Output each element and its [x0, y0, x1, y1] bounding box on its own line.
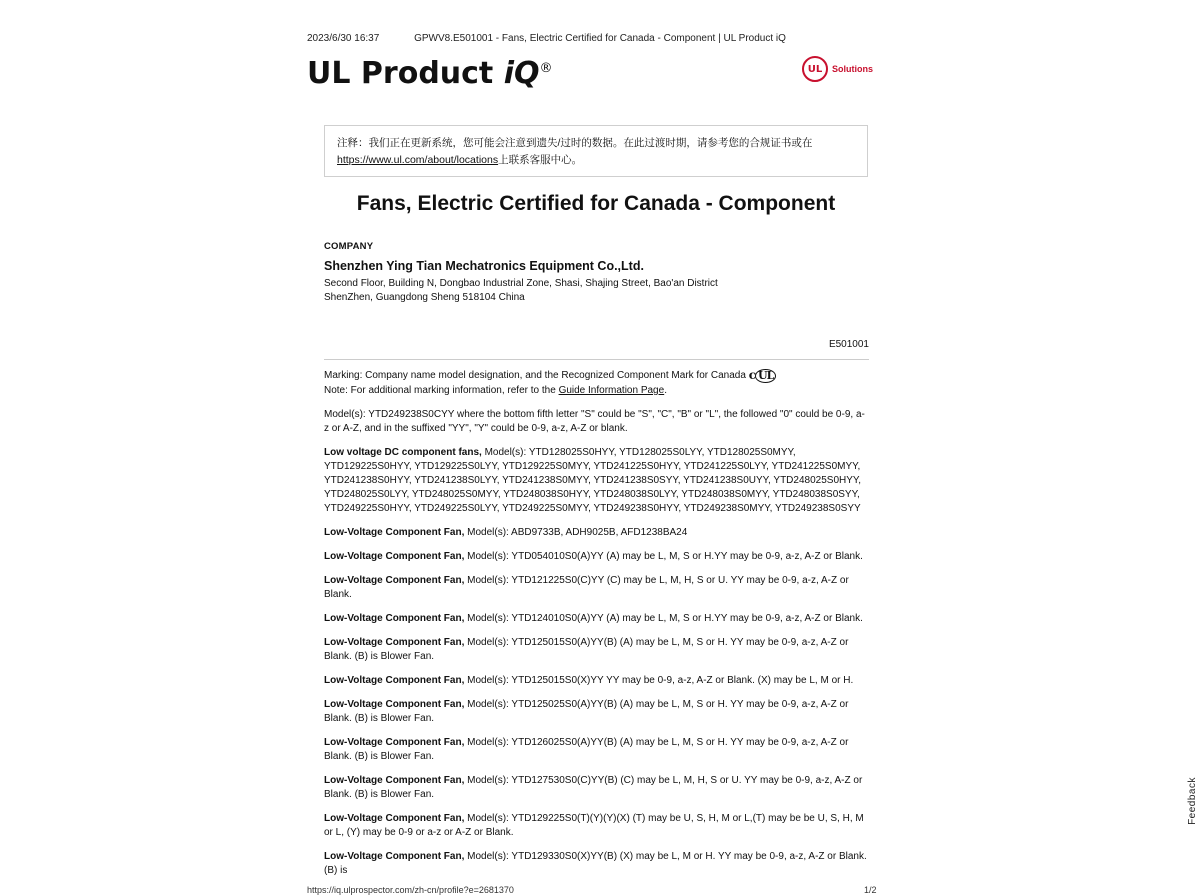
- notice-text-after: 上联系客服中心。: [498, 154, 583, 166]
- company-address-line-1: Second Floor, Building N, Dongbao Industrial Zone, Shasi, Shajing Street, Bao'an District: [324, 278, 718, 289]
- ul-solutions-label: Solutions: [832, 64, 873, 74]
- paragraph-bold-lead: Low-Voltage Component Fan,: [324, 851, 465, 862]
- print-date: 2023/6/30 16:37: [307, 33, 380, 44]
- notice-text-before: 注释：我们正在更新系统，您可能会注意到遗失/过时的数据。在此过渡时期，请参考您的合规证书或在: [337, 137, 813, 149]
- paragraph-bold-lead: Low-Voltage Component Fan,: [324, 737, 465, 748]
- paragraph-low-voltage-component-fan-11: [324, 850, 869, 878]
- paragraph-low-voltage-dc-component-fans: [324, 446, 869, 516]
- paragraph-text: Model(s): YTD124010S0(A)YY (A) may be L, M, S or H.YY may be 0-9, a-z, A-Z or Blank.: [464, 613, 863, 624]
- paragraph-low-voltage-component-fan-1: [324, 526, 869, 540]
- paragraph-text: Model(s): YTD126025S0(A)YY(B) (A) may be L, M, S or H. YY may be 0-9, a-z, A-Z or Blank. (B) is Blower Fan.: [324, 737, 849, 762]
- company-name: Shenzhen Ying Tian Mechatronics Equipment Co.,Ltd.: [324, 259, 644, 273]
- paragraph-low-voltage-component-fan-6: [324, 674, 869, 688]
- logo-iq-text: iQ: [503, 56, 540, 91]
- paragraph-bold-lead: Low-Voltage Component Fan,: [324, 527, 465, 538]
- paragraph-bold-lead: Low-Voltage Component Fan,: [324, 675, 465, 686]
- paragraph-text: Model(s): YTD121225S0(C)YY (C) may be L, M, H, S or U. YY may be 0-9, a-z, A-Z or Blank.: [324, 575, 849, 600]
- brand-row: [307, 52, 873, 94]
- ul-product-iq-logo: [307, 52, 873, 91]
- ul-solutions-logo: [802, 56, 873, 82]
- paragraph-bold-lead: Low-Voltage Component Fan,: [324, 575, 465, 586]
- paragraph-text: Model(s): YTD249238S0CYY where the bottom fifth letter "S" could be "S", "C", "B" or "L", the followed "0" could be 0-9, a-z or A-Z, and in the suffixed "YY", "Y" could be 0-9, a-z, A-Z or blank.: [324, 409, 865, 434]
- paragraph-bold-lead: Low-Voltage Component Fan,: [324, 699, 465, 710]
- paragraph-low-voltage-component-fan-9: [324, 774, 869, 802]
- paragraph-low-voltage-component-fan-7: [324, 698, 869, 726]
- marking-line-2: [324, 383, 869, 398]
- feedback-tab[interactable]: [1184, 762, 1200, 840]
- paragraph-text: Model(s): YTD129225S0(T)(Y)(Y)(X) (T) may be U, S, H, M or L,(T) may be be U, S, H, M or L, (Y) may be 0-9 or a-z or A-Z or Blank.: [324, 813, 864, 838]
- paragraph-model-note: [324, 408, 869, 436]
- paragraph-bold-lead: Low-Voltage Component Fan,: [324, 775, 465, 786]
- note-text-prefix: Note: For additional marking information, refer to the: [324, 385, 559, 396]
- system-update-notice: [324, 125, 868, 177]
- divider: [324, 359, 869, 360]
- paragraph-bold-lead: Low-Voltage Component Fan,: [324, 637, 465, 648]
- c-ul-recognized-component-mark-icon: c UL: [749, 368, 777, 383]
- company-address-line-2: ShenZhen, Guangdong Sheng 518104 China: [324, 291, 525, 303]
- paragraph-text: Model(s): YTD129330S0(X)YY(B) (X) may be L, M or H. YY may be 0-9, a-z, A-Z or Blank. (B) is: [324, 851, 867, 876]
- logo-registered-mark: ®: [539, 61, 553, 76]
- logo-main-text: UL Product: [307, 56, 504, 91]
- marking-text: Marking: Company name model designation, and the Recognized Component Mark for Canada: [324, 370, 746, 381]
- note-text-suffix: .: [664, 385, 667, 396]
- print-title: GPWV8.E501001 - Fans, Electric Certified for Canada - Component | UL Product iQ: [414, 33, 786, 44]
- locations-link[interactable]: https://www.ul.com/about/locations: [337, 154, 499, 166]
- paragraph-text: Model(s): YTD127530S0(C)YY(B) (C) may be L, M, H, S or U. YY may be 0-9, a-z, A-Z or Blank. (B) is Blower Fan.: [324, 775, 863, 800]
- guide-information-page-link[interactable]: Guide Information Page: [558, 385, 665, 396]
- ul-circle-icon: UL: [802, 56, 828, 82]
- feedback-tab-label: Feedback: [1186, 777, 1198, 825]
- paragraph-text: Model(s): YTD125025S0(A)YY(B) (A) may be L, M, S or H. YY may be 0-9, a-z, A-Z or Blank. (B) is Blower Fan.: [324, 699, 849, 724]
- paragraph-bold-lead: Low-Voltage Component Fan,: [324, 613, 465, 624]
- file-number: E501001: [828, 339, 869, 350]
- paragraph-bold-lead: Low-Voltage Component Fan,: [324, 813, 465, 824]
- page-title: Fans, Electric Certified for Canada - Component: [356, 192, 836, 215]
- paragraph-low-voltage-component-fan-10: [324, 812, 869, 840]
- paragraph-low-voltage-component-fan-3: [324, 574, 869, 602]
- paragraph-text: Model(s): YTD125015S0(X)YY YY may be 0-9, a-z, A-Z or Blank. (X) may be L, M or H.: [464, 675, 854, 686]
- paragraph-text: Model(s): ABD9733B, ADH9025B, AFD1238BA24: [464, 527, 688, 538]
- paragraph-text: Model(s): YTD125015S0(A)YY(B) (A) may be L, M, S or H. YY may be 0-9, a-z, A-Z or Blank. (B) is Blower Fan.: [324, 637, 849, 662]
- company-section-label: COMPANY: [324, 241, 374, 252]
- paragraph-low-voltage-component-fan-8: [324, 736, 869, 764]
- paragraph-text: Model(s): YTD054010S0(A)YY (A) may be L, M, S or H.YY may be 0-9, a-z, A-Z or Blank.: [464, 551, 863, 562]
- paragraph-bold-lead: Low voltage DC component fans,: [324, 447, 482, 458]
- paragraph-bold-lead: Low-Voltage Component Fan,: [324, 551, 465, 562]
- paragraph-low-voltage-component-fan-5: [324, 636, 869, 664]
- document-body: [324, 240, 869, 878]
- paragraph-low-voltage-component-fan-2: [324, 550, 869, 564]
- paragraph-text: Model(s): YTD128025S0HYY, YTD128025S0LYY, YTD128025S0MYY, YTD129225S0HYY, YTD129225S0LYY, YTD129225S0MYY, YTD241225S0HYY, YTD241225S0LYY, YTD241225S0MYY, YTD241238S0HYY, YTD241238S0LYY, YTD241238S0MYY, YTD241238S0SYY, YTD241238S0UYY, YTD248025S0HYY, YTD248025S0LYY, YTD248025S0MYY, YTD248038S0HYY, YTD248038S0LYY, YTD248038S0MYY, YTD248038S0SYY, YTD249225S0HYY, YTD249225S0LYY, YTD249225S0MYY, YTD249238S0HYY, YTD249238S0MYY, YTD249238S0SYY: [324, 447, 862, 514]
- paragraph-low-voltage-component-fan-4: [324, 612, 869, 626]
- footer-page-number: 1/2: [864, 885, 877, 895]
- marking-line-1: [324, 368, 869, 383]
- footer-url: https://iq.ulprospector.com/zh-cn/profile?e=2681370: [307, 885, 514, 895]
